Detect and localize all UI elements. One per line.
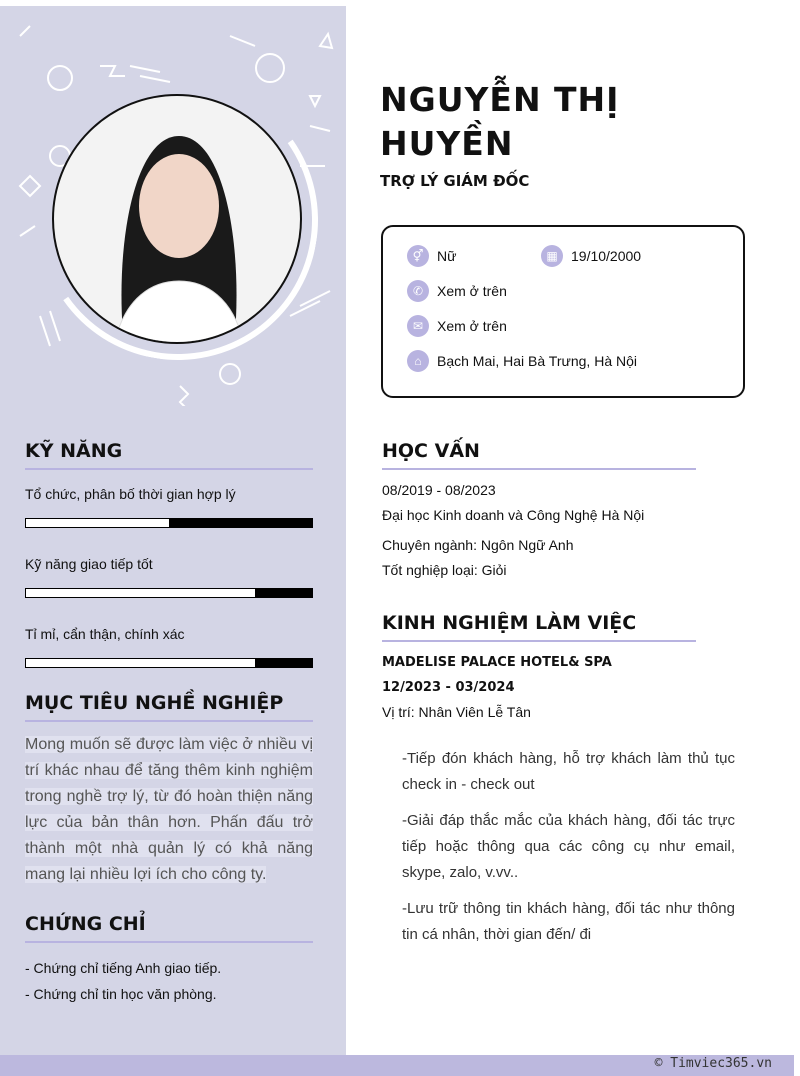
gender-icon: ⚥	[407, 245, 429, 267]
goal-section	[25, 692, 313, 888]
skills-section	[25, 440, 313, 668]
gender-value: Nữ	[437, 248, 457, 264]
dob-row	[541, 245, 641, 267]
duty-item: -Tiếp đón khách hàng, hỗ trợ khách làm thủ tục check in - check out	[402, 750, 735, 793]
education-period: 08/2019 - 08/2023	[382, 482, 496, 498]
email-value: Xem ở trên	[437, 318, 507, 334]
skill-level-bar	[25, 658, 313, 668]
cert-item: - Chứng chỉ tiếng Anh giao tiếp.	[25, 960, 222, 976]
duty-item: -Giải đáp thắc mắc của khách hàng, đối tác trực tiếp hoặc thông qua các công cụ như email, skype, zalo, v.vv..	[402, 812, 735, 881]
education-major: Chuyên ngành: Ngôn Ngữ Anh	[382, 537, 574, 553]
goal-text: Mong muốn sẽ được làm việc ở nhiều vị trí khác nhau để tăng thêm kinh nghiệm trong nghề trợ lý, từ đó hoàn thiện năng lực của bản thân hơn. Phấn đấu trở thành một nhà quản lý có khả năng mang lại nhiều lợi ích cho công ty.	[25, 736, 313, 883]
footer-watermark: © Timviec365.vn	[0, 1055, 794, 1076]
skill-label: Tổ chức, phân bố thời gian hợp lý	[25, 486, 236, 502]
education-school: Đại học Kinh doanh và Công Nghệ Hà Nội	[382, 507, 645, 523]
gender-row	[407, 245, 456, 267]
email-row	[407, 315, 507, 337]
skill-level-bar	[25, 588, 313, 598]
phone-icon: ✆	[407, 280, 429, 302]
skill-label: Tỉ mỉ, cẩn thận, chính xác	[25, 626, 185, 642]
education-heading: HỌC VẤN	[382, 440, 696, 470]
experience-position: Vị trí: Nhân Viên Lễ Tân	[382, 704, 531, 720]
candidate-name: NGUYỄN THỊ HUYỀN	[380, 80, 620, 163]
address-value: Bạch Mai, Hai Bà Trưng, Hà Nội	[437, 353, 638, 369]
education-section	[382, 440, 696, 583]
calendar-icon: ▦	[541, 245, 563, 267]
skills-heading: KỸ NĂNG	[25, 440, 313, 470]
dob-value: 19/10/2000	[571, 248, 642, 264]
mail-icon: ✉	[407, 315, 429, 337]
certs-section	[25, 913, 313, 1007]
skill-level-fill	[26, 589, 255, 597]
experience-heading: KINH NGHIỆM LÀM VIỆC	[382, 612, 696, 642]
profile-photo	[52, 94, 302, 344]
job-title: TRỢ LÝ GIÁM ĐỐC	[380, 172, 530, 190]
experience-section	[382, 612, 696, 725]
address-row	[407, 350, 637, 372]
skill-level-bar	[25, 518, 313, 528]
company-name: MADELISE PALACE HOTEL& SPA	[382, 655, 612, 670]
home-icon: ⌂	[407, 350, 429, 372]
duties-list	[402, 746, 735, 958]
goal-heading: MỤC TIÊU NGHỀ NGHIỆP	[25, 692, 313, 722]
certs-heading: CHỨNG CHỈ	[25, 913, 313, 943]
phone-value: Xem ở trên	[437, 283, 507, 299]
skill-level-fill	[26, 659, 255, 667]
experience-period: 12/2023 - 03/2024	[382, 680, 515, 695]
skill-level-fill	[26, 519, 169, 527]
phone-row	[407, 280, 507, 302]
cert-item: - Chứng chỉ tin học văn phòng.	[25, 986, 217, 1002]
education-grade: Tốt nghiệp loại: Giỏi	[382, 562, 507, 578]
duty-item: -Lưu trữ thông tin khách hàng, đối tác như thông tin cá nhân, thời gian đến/ đi	[402, 900, 735, 943]
skill-label: Kỹ năng giao tiếp tốt	[25, 556, 153, 572]
